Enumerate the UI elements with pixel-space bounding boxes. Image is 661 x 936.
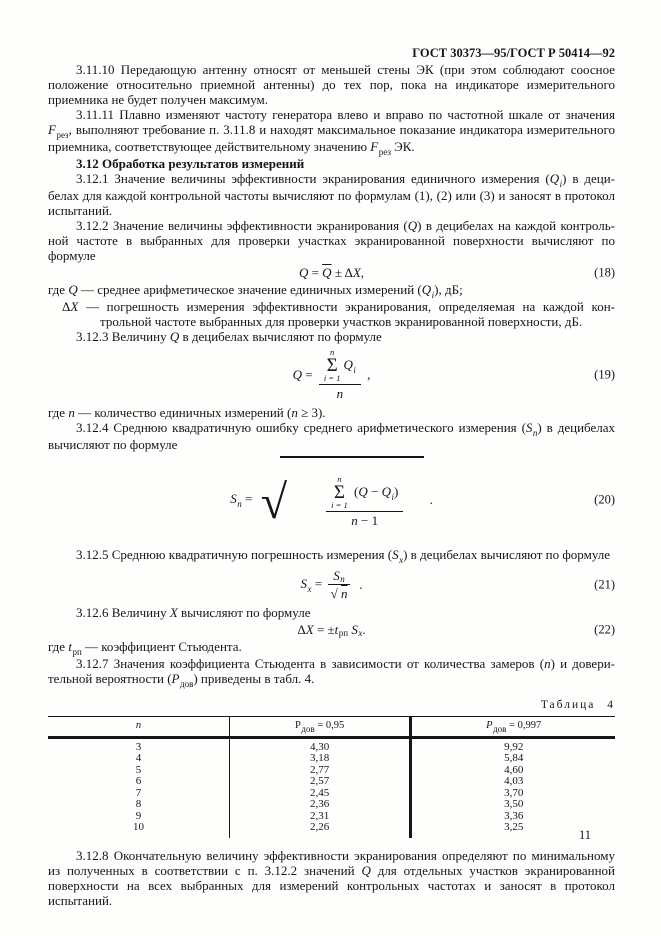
text-run: − 1 <box>357 513 379 528</box>
table-cell: 7 <box>48 788 229 800</box>
text-run: , выполняют требование п. 3.11.8 и находят максимальное показание индикатора измерительного приемника, соответствующее действительному значению <box>48 122 615 154</box>
paragraph-3-12-8 <box>48 848 615 908</box>
text-run: ) и доверительной вероятности ( <box>48 656 615 686</box>
text-run: дов <box>493 723 507 734</box>
formula-21-tail: . <box>352 577 363 592</box>
formula-21-number: (21) <box>594 577 615 591</box>
table-row <box>48 765 615 777</box>
text-run: рез <box>378 146 391 157</box>
text-run: Δ <box>62 299 71 314</box>
text-run: 3.12.2 Значение величины эффективности экранирования ( <box>76 218 408 233</box>
paragraph-3-12-1 <box>48 171 615 218</box>
paragraph-3-12-7 <box>48 656 615 688</box>
text-run: ) в децибелах на каждой контрольной частоте в выбранных для проверки участках экранированной поверхности вычисляют по формуле <box>48 218 615 263</box>
text-run: — коэффициент Стьюдента. <box>81 639 242 654</box>
paragraph-3-12-5 <box>48 547 615 564</box>
text-run: = <box>302 367 316 382</box>
text-run: ), дБ; <box>434 282 463 297</box>
text-run: Q <box>421 282 432 297</box>
text-run: ) в децибелах для каждой контрольной частоты вычисляют по формулам (1), (2) или (3) и заносят в протокол испытаний. <box>48 171 616 218</box>
text-run: 3.12.6 Величину <box>76 605 170 620</box>
formula-18 <box>48 265 615 280</box>
table-cell: 3 <box>48 737 229 753</box>
table-row <box>48 737 615 753</box>
sum-operator <box>331 475 348 510</box>
text-run: X <box>305 622 314 637</box>
text-run: 3.12 Обработка результатов измерений <box>76 156 305 171</box>
text-run: где <box>48 282 69 297</box>
table-cell: 4,03 <box>504 775 524 787</box>
text-run: n <box>544 656 551 671</box>
text-run: F <box>48 122 56 137</box>
fraction <box>326 475 403 528</box>
table-cell: 2,57 <box>229 776 410 788</box>
table-cell: 4 <box>48 753 229 765</box>
text-run: = 0,95 <box>314 720 345 731</box>
text-run: n <box>532 427 538 438</box>
definition-n <box>48 405 615 420</box>
text-run: вычисляют по формуле <box>177 605 311 620</box>
table-cell: 10 <box>48 822 229 838</box>
fraction <box>319 348 361 401</box>
denominator <box>326 511 403 528</box>
table-cell: 4,60 <box>504 763 524 776</box>
table-row <box>48 776 615 788</box>
text-run: i <box>431 289 435 300</box>
table-body <box>48 737 615 838</box>
text-run: 3.12.3 Величину <box>76 329 170 344</box>
text-run: — количество единичных измерений ( <box>74 405 292 420</box>
table-cell: 4,30 <box>229 737 410 753</box>
text-run: ) в децибелах вычисляют по формуле <box>48 420 615 452</box>
paragraph-3-12-3 <box>48 329 615 344</box>
text-run: дов <box>180 678 194 689</box>
text-run: n <box>237 498 242 509</box>
radical-icon: √ <box>260 475 288 529</box>
table-cell: 3,36 <box>504 809 524 822</box>
table-row <box>48 788 615 800</box>
text-run: X <box>352 265 361 280</box>
text-run: Q <box>407 218 418 233</box>
text-run: = <box>311 576 326 591</box>
text-run: ) приведены в табл. 4. <box>193 671 315 686</box>
text-run: S <box>300 576 307 591</box>
sum-lower-limit: i = 1 <box>323 373 341 383</box>
text-run: в децибелах вычисляют по формуле <box>179 329 382 344</box>
text-run: для отдельных участков экранированной поверхности на всех выбранных для измерений контрольных частотах и заносят в протокол испытаний. <box>48 862 615 908</box>
table-cell: 3,50 <box>504 798 524 810</box>
text-run: X <box>70 299 79 314</box>
text-run: . <box>362 622 366 637</box>
text-run: рез <box>56 129 69 140</box>
summand <box>351 484 399 501</box>
formula-18-expression <box>299 265 364 280</box>
text-run: Q <box>381 484 391 499</box>
text-run: P <box>171 671 180 686</box>
student-coefficient-table <box>48 716 615 838</box>
page-number: 11 <box>578 828 591 842</box>
text-run: дов <box>301 723 315 734</box>
text-run: x <box>307 583 312 594</box>
summand <box>343 357 355 374</box>
column-header-p095 <box>229 717 410 738</box>
table-cell: 6 <box>48 776 229 788</box>
table-cell: 9,92 <box>504 740 524 753</box>
table-header-row <box>48 717 615 738</box>
sigma-icon: Σ <box>333 482 345 503</box>
sum-lower-limit: i = 1 <box>331 500 348 510</box>
fraction <box>328 568 350 601</box>
text-run: Q <box>343 357 353 372</box>
table-cell: 5 <box>48 765 229 777</box>
text-run: Q <box>292 367 303 382</box>
sum-upper-limit: n <box>337 474 342 484</box>
formula-19-tail: , <box>363 367 371 382</box>
text-run: √ <box>330 586 341 601</box>
formula-18-number: (18) <box>594 265 615 279</box>
text-run: S <box>351 622 358 637</box>
paragraph-3-11-11 <box>48 107 615 156</box>
text-run: $\overline{Q}$ <box>322 265 332 280</box>
text-run: n <box>336 386 344 401</box>
text-run: рп <box>72 646 82 657</box>
text-run: Q <box>358 484 368 499</box>
formula-20-tail: . <box>426 492 433 507</box>
text-run: P <box>295 720 301 731</box>
sigma-icon: Σ <box>326 355 338 376</box>
text-run: ) <box>393 484 399 499</box>
text-run: 3.12.7 Значения коэффициента Стьюдента в зависимости от количества замеров ( <box>76 656 545 671</box>
running-header: ГОСТ 30373—95/ГОСТ Р 50414—92 <box>412 46 615 60</box>
formula-21 <box>48 568 615 601</box>
text-run: n <box>351 513 358 528</box>
text-run: Q <box>361 862 371 878</box>
text-run: , <box>360 265 365 280</box>
text-run: Q <box>549 171 560 186</box>
column-header-n <box>48 717 229 738</box>
definition-q-mean <box>48 282 615 299</box>
column-header-p0997 <box>411 717 615 738</box>
formula-20-number: (20) <box>594 492 615 506</box>
text-run: = <box>308 265 323 280</box>
text-run: где <box>48 639 69 654</box>
text-run: S <box>392 547 399 562</box>
table-cell: 2,31 <box>229 811 410 823</box>
text-run: где <box>48 405 69 420</box>
table-row <box>48 753 615 765</box>
text-run: Q <box>169 329 180 344</box>
text-run: 3.12.5 Среднюю квадратичную погрешность измерения ( <box>76 547 393 562</box>
table-cell: 2,77 <box>229 765 410 777</box>
text-run: ± Δ <box>331 265 353 280</box>
text-run: X <box>169 605 178 620</box>
text-run: — погрешность измерения эффективности экранирования, определяемая на каждой контрольной частоте выбранных для проверки участков экранированной поверхности, дБ. <box>78 299 615 329</box>
formula-21-expression <box>300 568 362 601</box>
text-run: n <box>340 573 345 584</box>
page-content <box>48 46 615 908</box>
table-cell: 9 <box>48 811 229 823</box>
formula-19-number: (19) <box>594 367 615 381</box>
sum-operator <box>324 348 341 383</box>
text-run: F <box>370 139 379 154</box>
text-run: S <box>333 568 340 583</box>
text-run: = 0,997 <box>506 720 542 731</box>
table-cell: 8 <box>48 799 229 811</box>
text-run: i <box>559 178 563 189</box>
text-run: = <box>241 491 259 506</box>
paragraph-3-12-2 <box>48 218 615 263</box>
paragraph-3-11-10 <box>48 62 615 107</box>
text-run: 3.12.1 Значение величины эффективности экранирования единичного измерения ( <box>76 171 550 186</box>
text-run: ( <box>350 484 359 499</box>
formula-22 <box>48 622 615 637</box>
text-run: n <box>291 405 298 420</box>
text-run: Q <box>298 265 309 280</box>
text-run: i <box>353 364 356 375</box>
table-caption: Таблица 4 <box>540 699 615 711</box>
formula-19 <box>48 348 615 401</box>
sum-upper-limit: n <box>330 347 335 357</box>
text-run: — среднее арифметическое значение единичных измерений ( <box>77 282 422 297</box>
text-run: t <box>334 622 339 637</box>
text-run: 3.12.4 Среднюю квадратичную ошибку среднего арифметического измерения ( <box>76 420 526 435</box>
text-run: x <box>358 627 363 638</box>
paragraph-3-12-6 <box>48 605 615 620</box>
text-run: = ± <box>313 622 335 637</box>
table-cell: 2,45 <box>229 788 410 800</box>
table-cell: 3,70 <box>504 786 524 799</box>
text-run: n <box>340 586 348 601</box>
text-run: ЭК. <box>390 139 415 154</box>
formula-19-lhs <box>293 367 316 382</box>
table-cell: 3,18 <box>229 753 410 765</box>
text-run: − <box>367 484 382 499</box>
text-run: ≥ 3). <box>297 405 326 420</box>
table-cell: 2,26 <box>229 822 410 838</box>
numerator <box>328 568 350 584</box>
formula-20-lhs <box>230 491 259 508</box>
text-run: Δ <box>297 622 306 637</box>
text-run: рп <box>338 627 349 638</box>
text-run: x <box>399 554 404 565</box>
text-run: n <box>135 720 142 731</box>
text-run: Q <box>68 282 78 297</box>
formula-20 <box>48 456 615 543</box>
text-run: i <box>391 491 394 502</box>
text-run: 3.12.8 Окончательную величину эффективности экранирования определяют по минимальному из полученных в соответствии с п. 3.12.2 значений <box>48 847 615 878</box>
text-run: S <box>525 420 533 435</box>
definition-t-student <box>48 639 615 656</box>
square-root <box>261 456 425 543</box>
paragraph-3-12-4 <box>48 420 615 452</box>
formula-22-number: (22) <box>594 622 615 636</box>
text-run: S <box>230 491 237 506</box>
text-run: P <box>486 720 493 731</box>
text-run: 3.11.11 Плавно изменяют частоту генератора влево и вправо по частотной шкале от значения <box>76 107 615 122</box>
formula-22-expression <box>297 622 365 637</box>
formula-20-expression <box>230 456 433 543</box>
text-run: ) в децибелах вычисляют по формуле <box>403 547 611 562</box>
denominator <box>319 384 361 401</box>
table-row <box>48 822 615 838</box>
formula-21-lhs <box>300 576 325 593</box>
text-run: t <box>68 639 72 654</box>
section-heading-3-12 <box>48 156 615 171</box>
definition-delta-x <box>48 299 615 329</box>
table-cell: 5,84 <box>504 752 524 764</box>
table-cell: 2,36 <box>229 799 410 811</box>
formula-19-expression <box>293 348 371 401</box>
text-run: 3.11.10 Передающую антенну относят от меньшей стены ЭК (при этом соблюдают соосное положение относительно приемной антенны) до тех пор, пока на индикаторе измерительного приемника не будет получен максимум. <box>48 62 615 107</box>
denominator <box>328 584 350 601</box>
table-cell: 3,25 <box>504 821 524 833</box>
table-row <box>48 799 615 811</box>
text-run: n <box>68 405 75 420</box>
